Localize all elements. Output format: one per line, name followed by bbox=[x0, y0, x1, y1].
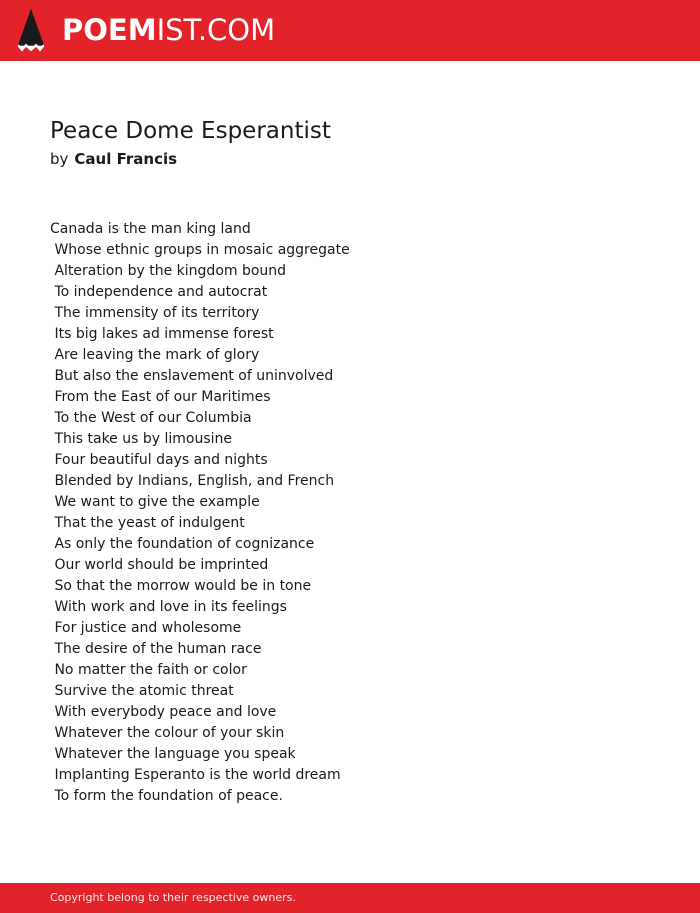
poem-line: Blended by Indians, English, and French bbox=[50, 473, 335, 489]
poem-line: With everybody peace and love bbox=[50, 704, 277, 720]
poem-line: Alteration by the kingdom bound bbox=[50, 263, 287, 279]
site-logo-text bbox=[62, 9, 275, 52]
poem-line: So that the morrow would be in tone bbox=[50, 578, 312, 594]
poem-line: To independence and autocrat bbox=[50, 284, 268, 300]
logo-text-bold: POEM bbox=[62, 13, 157, 47]
by-label: by bbox=[50, 150, 69, 168]
poem-line: Survive the atomic threat bbox=[50, 683, 234, 699]
poem-line: We want to give the example bbox=[50, 494, 260, 510]
poem-line: But also the enslavement of uninvolved bbox=[50, 368, 334, 384]
poem-line: To form the foundation of peace. bbox=[50, 788, 283, 804]
site-logo-link[interactable] bbox=[18, 9, 275, 52]
poem-line: Whatever the language you speak bbox=[50, 746, 296, 762]
poem-line: For justice and wholesome bbox=[50, 620, 242, 636]
logo-text-light: IST.COM bbox=[156, 13, 276, 47]
poem-line: Whatever the colour of your skin bbox=[50, 725, 285, 741]
poem-line: Implanting Esperanto is the world dream bbox=[50, 767, 341, 783]
poem-line: As only the foundation of cognizance bbox=[50, 536, 315, 552]
poem-line: This take us by limousine bbox=[50, 431, 233, 447]
poem-body bbox=[50, 219, 350, 807]
poem-line: Whose ethnic groups in mosaic aggregate bbox=[50, 242, 350, 258]
copyright-notice: Copyright belong to their respective owners. bbox=[50, 891, 296, 904]
poem-line: The desire of the human race bbox=[50, 641, 262, 657]
poem-line: Are leaving the mark of glory bbox=[50, 347, 260, 363]
poem-line: No matter the faith or color bbox=[50, 662, 247, 678]
poem-line: Its big lakes ad immense forest bbox=[50, 326, 274, 342]
poem-line: To the West of our Columbia bbox=[50, 410, 252, 426]
byline bbox=[50, 148, 177, 170]
poem-line: Canada is the man king land bbox=[50, 221, 251, 237]
poem-line: With work and love in its feelings bbox=[50, 599, 287, 615]
pencil-tip-icon bbox=[18, 9, 44, 52]
poem-line: From the East of our Maritimes bbox=[50, 389, 271, 405]
poem-title: Peace Dome Esperantist bbox=[50, 118, 331, 144]
author-link[interactable]: Caul Francis bbox=[74, 150, 178, 168]
site-header bbox=[0, 0, 700, 61]
poem-line: Four beautiful days and nights bbox=[50, 452, 268, 468]
poem-line: The immensity of its territory bbox=[50, 305, 260, 321]
poem-line: That the yeast of indulgent bbox=[50, 515, 245, 531]
site-footer bbox=[0, 883, 700, 913]
poem-line: Our world should be imprinted bbox=[50, 557, 269, 573]
